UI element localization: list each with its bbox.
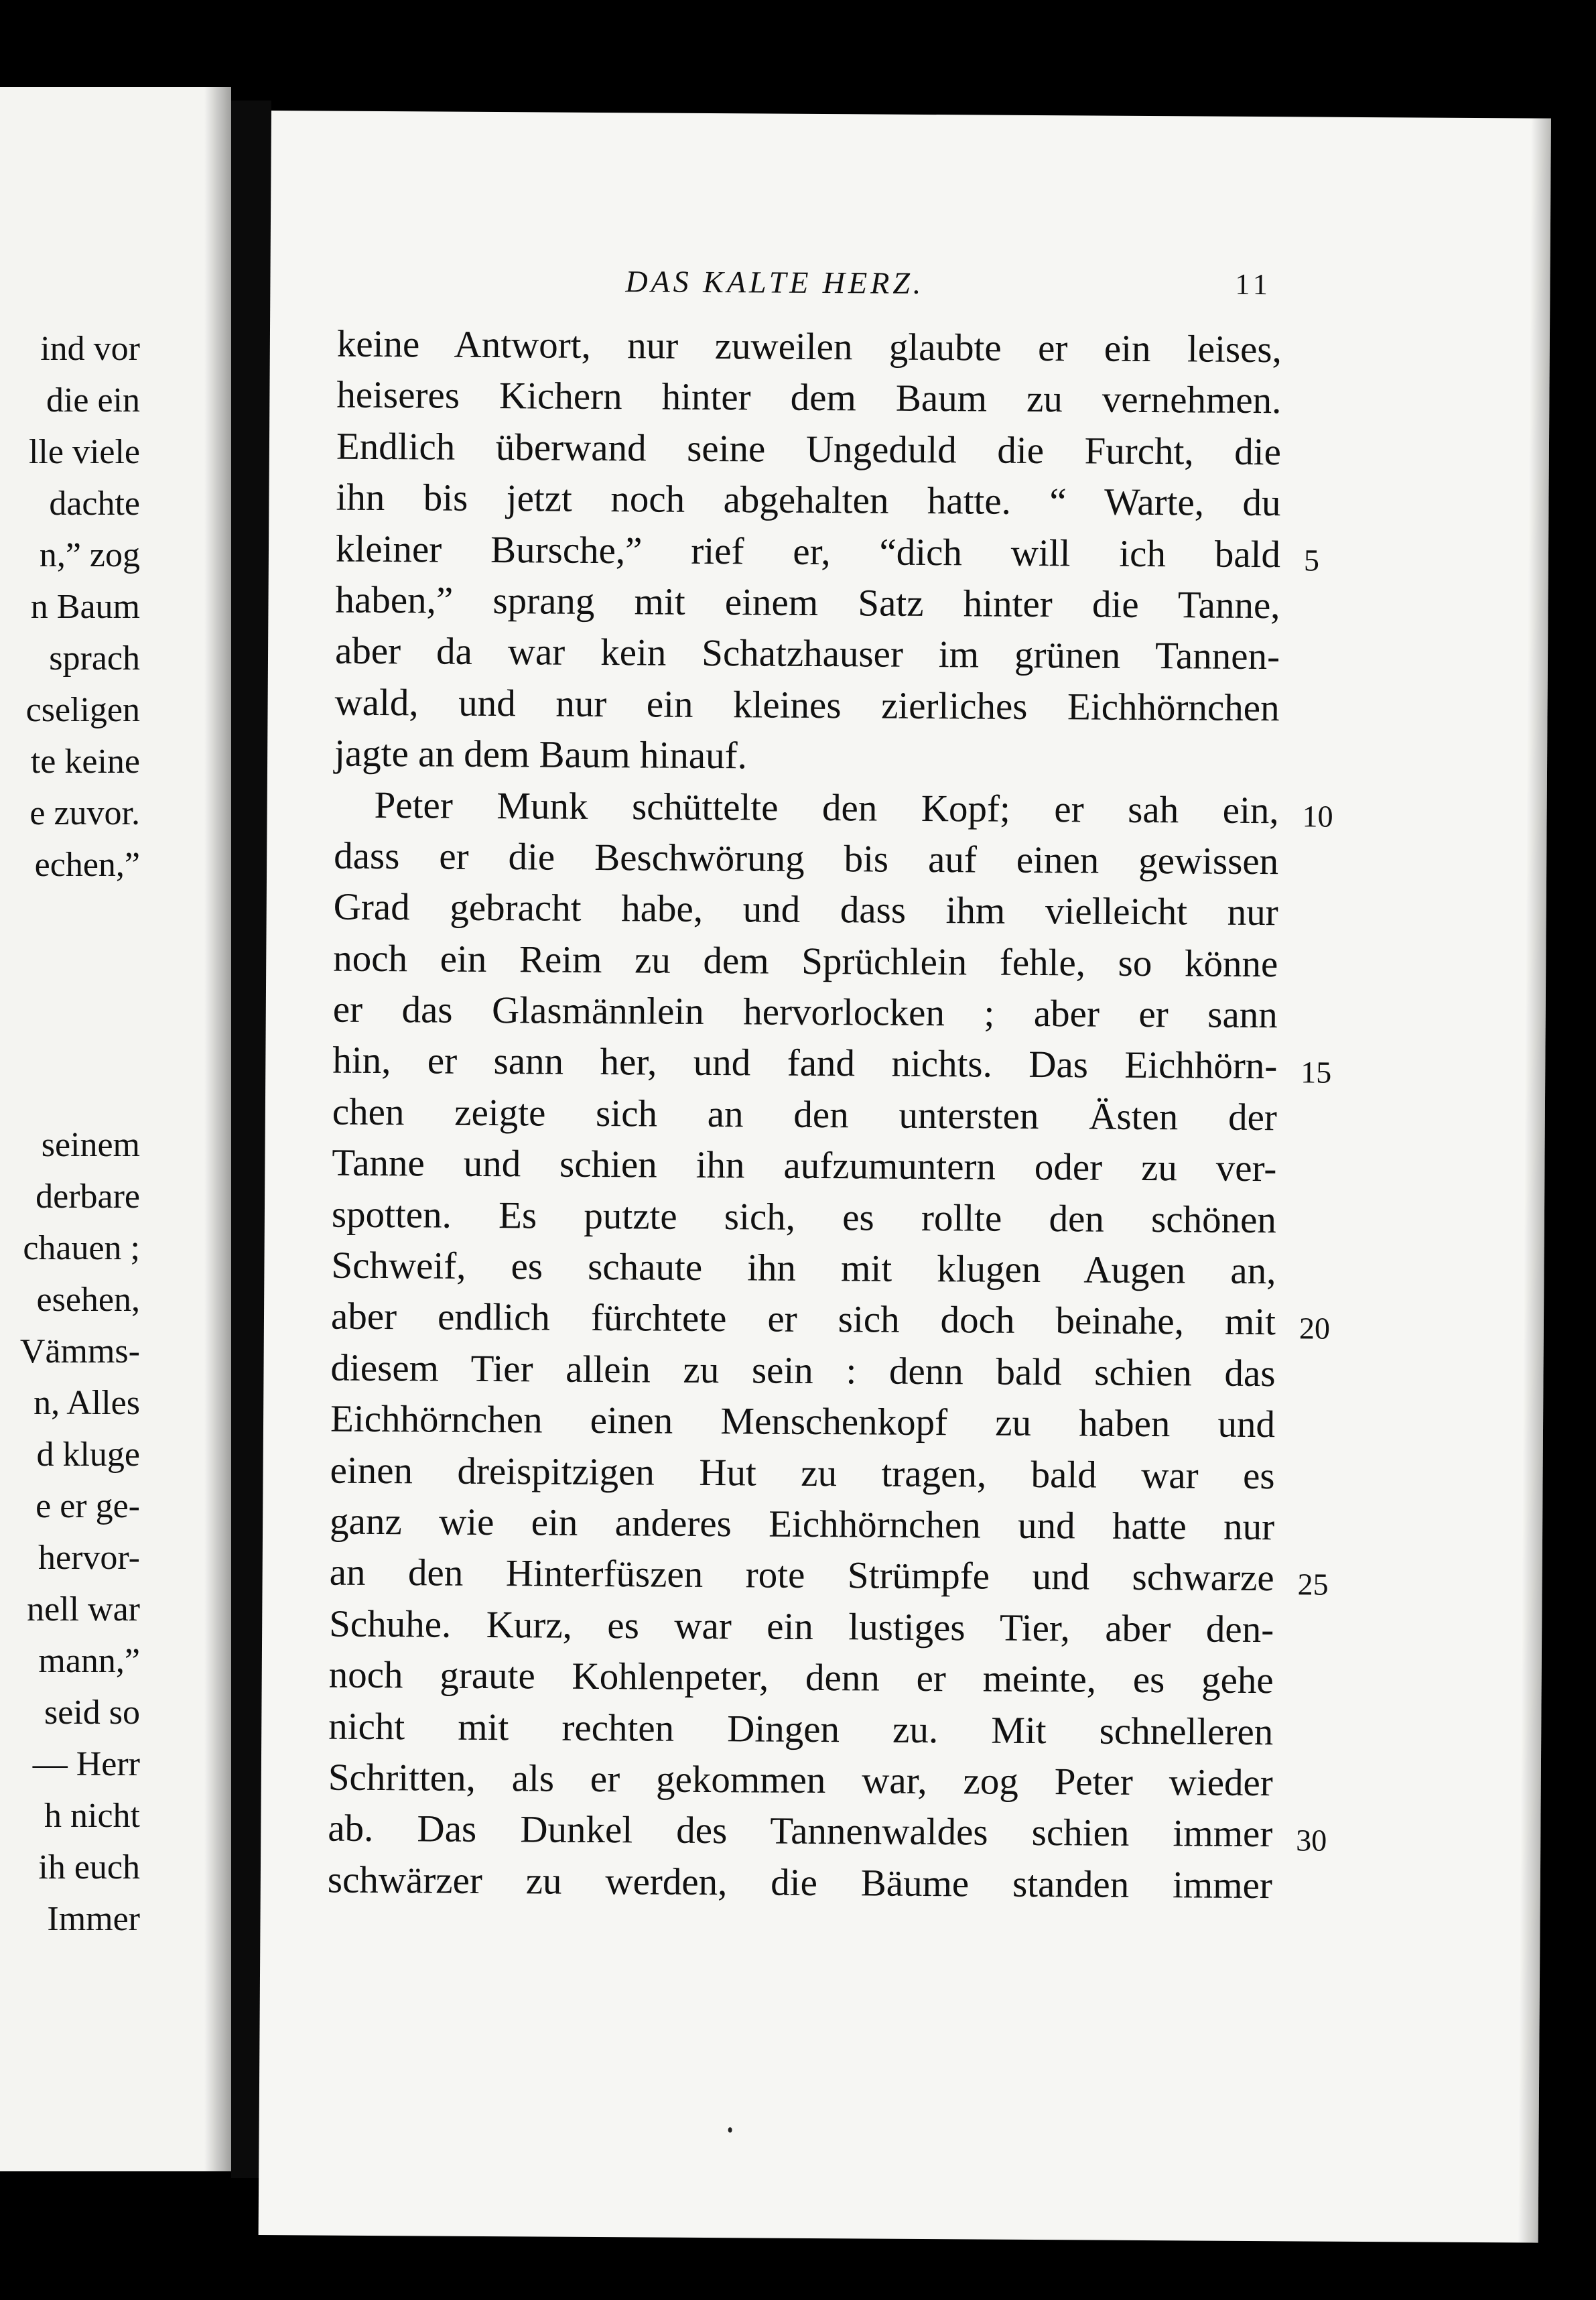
text-line: ihn bis jetzt noch abgehalten hatte. “ Warte, du bbox=[336, 476, 1281, 525]
left-page-line: Immer bbox=[47, 1900, 140, 1938]
left-page-line: n Baum bbox=[30, 588, 140, 626]
line-number: 30 bbox=[1296, 1822, 1327, 1858]
left-page-line: — Herr bbox=[32, 1745, 140, 1783]
left-page-line: echen,” bbox=[34, 846, 140, 884]
line-number: 20 bbox=[1299, 1310, 1331, 1346]
text-line: Endlich überwand seine Ungeduld die Furcht, die bbox=[336, 425, 1282, 473]
left-page-line: sprach bbox=[49, 639, 140, 678]
text-line: haben,” sprang mit einem Satz hinter die Tanne, bbox=[335, 578, 1280, 627]
left-page-line: seid so bbox=[44, 1694, 140, 1732]
text-line: aber da war kein Schatzhauser im grünen Tannen- bbox=[334, 629, 1280, 678]
left-facing-page bbox=[0, 87, 231, 2171]
left-spine-shadow bbox=[204, 87, 231, 2171]
left-page-line: die ein bbox=[46, 381, 140, 420]
text-line: Schweif, es schaute ihn mit klugen Augen an, bbox=[331, 1244, 1276, 1293]
body-text bbox=[328, 319, 1282, 1912]
left-page-line: n, Alles bbox=[34, 1384, 140, 1422]
left-page-line: n,” zog bbox=[39, 536, 140, 574]
text-line: heiseres Kichern hinter dem Baum zu vernehmen. bbox=[336, 373, 1282, 422]
left-page-line: dachte bbox=[49, 485, 140, 523]
left-page-line: e zuvor. bbox=[29, 794, 140, 832]
text-line: noch graute Kohlenpeter, denn er meinte, es gehe bbox=[328, 1653, 1274, 1702]
text-line: aber endlich fürchtete er sich doch beinahe, mit bbox=[330, 1295, 1276, 1344]
left-page-line: esehen, bbox=[36, 1281, 140, 1319]
text-line: einen dreispitzigen Hut zu tragen, bald war es bbox=[330, 1449, 1275, 1497]
left-page-upper-text bbox=[26, 323, 140, 891]
right-page-edge-shadow bbox=[1518, 118, 1551, 2242]
text-line: hin, er sann her, und fand nichts. Das Eichhörn- bbox=[332, 1039, 1278, 1088]
text-line: nicht mit rechten Dingen zu. Mit schnelleren bbox=[328, 1705, 1274, 1753]
text-line: spotten. Es putzte sich, es rollte den schönen bbox=[331, 1193, 1277, 1241]
line-number: 5 bbox=[1303, 543, 1320, 578]
left-page-line: seinem bbox=[41, 1126, 140, 1164]
text-line: Tanne und schien ihn aufzumuntern oder zu ver- bbox=[332, 1141, 1277, 1190]
page-number: 11 bbox=[1235, 267, 1272, 302]
text-line: er das Glasmännlein hervorlocken ; aber er sann bbox=[332, 988, 1278, 1037]
left-page-line: nell war bbox=[27, 1590, 140, 1628]
left-page-line: cseligen bbox=[25, 691, 140, 729]
line-number: 10 bbox=[1302, 799, 1333, 834]
text-line: ganz wie ein anderes Eichhörnchen und hatte nur bbox=[329, 1500, 1275, 1549]
left-page-line: e er ge- bbox=[36, 1487, 140, 1525]
line-number: 15 bbox=[1301, 1055, 1332, 1090]
text-line: diesem Tier allein zu sein : denn bald schien das bbox=[330, 1346, 1276, 1395]
text-line: an den Hinterfüszen rote Strümpfe und schwarze bbox=[329, 1551, 1274, 1600]
text-line: chen zeigte sich an den untersten Ästen der bbox=[332, 1090, 1278, 1139]
text-line: Peter Munk schüttelte den Kopf; er sah ein, bbox=[374, 783, 1279, 832]
text-line: Schritten, als er gekommen war, zog Peter wieder bbox=[328, 1756, 1273, 1805]
left-page-lower-text bbox=[20, 1119, 140, 1945]
text-line: kleiner Bursche,” rief er, “dich will ich bald bbox=[335, 527, 1281, 576]
running-head: DAS KALTE HERZ. bbox=[625, 264, 925, 300]
left-page-line: derbare bbox=[36, 1177, 140, 1216]
text-line: schwärzer zu werden, die Bäume standen immer bbox=[327, 1858, 1273, 1907]
text-line: noch ein Reim zu dem Sprüchlein fehle, so könne bbox=[333, 937, 1278, 985]
left-page-line: hervor- bbox=[38, 1539, 140, 1577]
text-line: dass er die Beschwörung bis auf einen gewissen bbox=[334, 834, 1279, 883]
right-page bbox=[259, 111, 1551, 2243]
speck-mark bbox=[728, 2127, 732, 2132]
text-line: Grad gebracht habe, und dass ihm vielleicht nur bbox=[333, 885, 1278, 934]
left-page-line: lle viele bbox=[28, 433, 140, 471]
text-line: jagte an dem Baum hinauf. bbox=[334, 732, 748, 777]
left-page-line: ih euch bbox=[38, 1848, 140, 1887]
line-number: 25 bbox=[1297, 1566, 1329, 1602]
left-page-line: Vämms- bbox=[19, 1332, 140, 1370]
left-page-line: te keine bbox=[30, 743, 140, 781]
text-line: Schuhe. Kurz, es war ein lustiges Tier, aber den- bbox=[329, 1602, 1274, 1651]
left-page-line: d kluge bbox=[36, 1435, 140, 1474]
text-line: Eichhörnchen einen Menschenkopf zu haben und bbox=[330, 1397, 1276, 1446]
text-line: keine Antwort, nur zuweilen glaubte er ein leises, bbox=[336, 322, 1282, 371]
text-line: wald, und nur ein kleines zierliches Eichhörnchen bbox=[334, 681, 1280, 729]
left-page-line: ind vor bbox=[40, 330, 140, 368]
text-line: ab. Das Dunkel des Tannenwaldes schien immer bbox=[328, 1807, 1273, 1856]
left-page-line: mann,” bbox=[38, 1642, 140, 1680]
left-page-line: chauen ; bbox=[23, 1229, 140, 1267]
left-page-line: h nicht bbox=[44, 1797, 140, 1835]
